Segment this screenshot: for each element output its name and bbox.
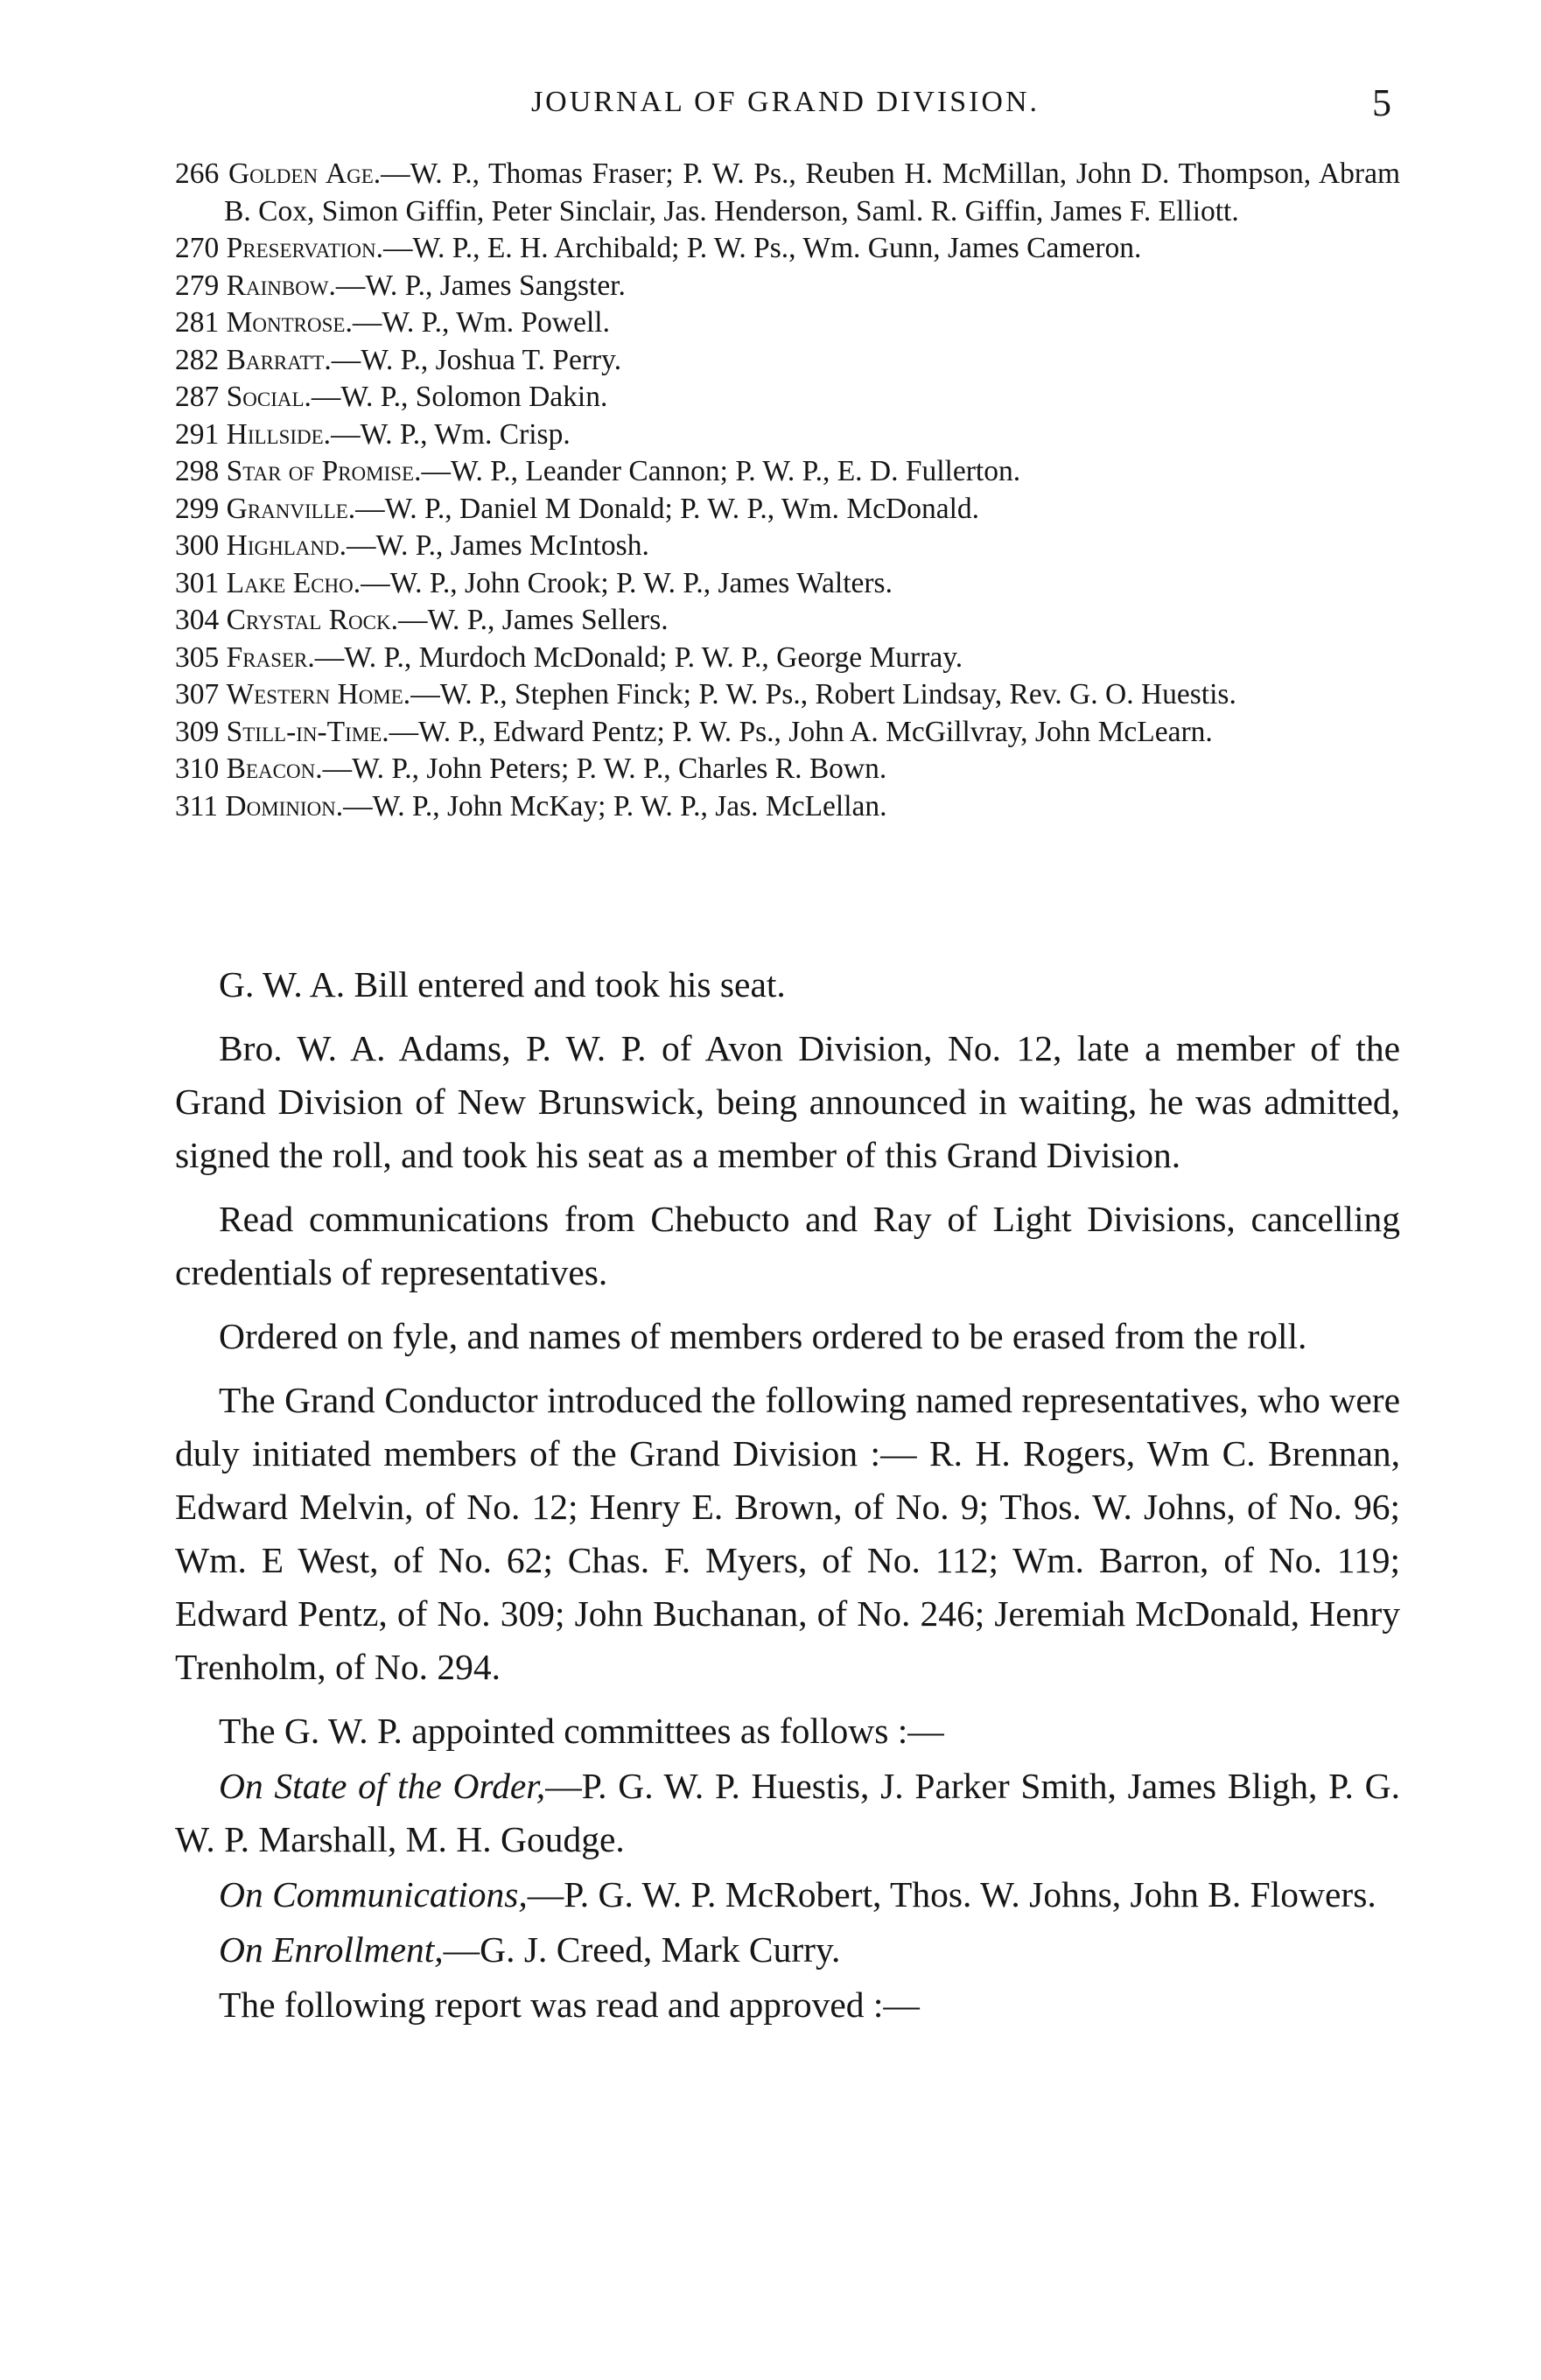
division-number: 300 [175,529,220,562]
division-name: Barratt. [226,343,332,376]
running-title: JOURNAL OF GRAND DIVISION. [530,86,1040,118]
division-number: 307 [175,678,220,710]
division-name: Preservation. [226,232,383,264]
paragraph-representatives: The Grand Conductor introduced the following named representatives, who were duly initiated members of the Grand Division :— R. H. Rogers, Wm C. Brennan, Edward Melvin, of No. 12; Henry E. Brown, of No. 9; Thos. W. Johns, of No. 96; Wm. E West, of No. 62; Chas. F. Myers, of No. 112; Wm. Barron, of No. 119; Edward Pentz, of No. 309; John Buchanan, of No. 246; Jeremiah McDonald, Henry Trenholm, of No. 294. [175,1380,1400,1687]
body-text [175,958,1400,2034]
paragraph-adams-admitted: Bro. W. A. Adams, P. W. P. of Avon Division, No. 12, late a member of the Grand Division of New Brunswick, being announced in waiting, he was admitted, signed the roll, and took his seat as a member of this Grand Division. [175,1028,1400,1175]
division-number: 291 [175,417,220,451]
division-officers: —W. P., Stephen Finck; P. W. Ps., Robert Lindsay, Rev. G. O. Huestis. [410,678,1236,710]
division-number: 309 [175,715,220,748]
division-number: 282 [175,343,220,376]
division-officers: —W. P., John Peters; P. W. P., Charles R. Bown. [322,752,887,785]
committee-title: On State of the Order, [219,1766,546,1806]
division-entry [175,230,1400,268]
division-name: Highland. [226,529,347,562]
committee-enrollment [175,1923,1400,1977]
division-officers: —W. P., Thomas Fraser; P. W. Ps., Reuben H. McMillan, John D. Thompson, Abram B. Cox, Simon Giffin, Peter Sinclair, Jas. Henderson, Saml. R. Giffin, James F. Elliott. [224,158,1401,228]
committee-title: On Enrollment, [219,1929,444,1970]
division-number: 311 [175,789,219,822]
division-officers: —W. P., E. H. Archibald; P. W. Ps., Wm. Gunn, James Cameron. [383,232,1142,264]
division-name: Lake Echo. [226,566,361,599]
division-name: Granville. [226,492,356,525]
division-number: 299 [175,492,220,525]
division-list [175,156,1400,825]
division-entry [175,453,1400,491]
division-number: 270 [175,232,220,264]
division-officers: —W. P., Wm. Crisp. [331,417,571,451]
division-entry [175,676,1400,714]
division-entry [175,268,1400,305]
division-number: 310 [175,752,220,785]
paragraph-ordered-on-fyle: Ordered on fyle, and names of members ordered to be erased from the roll. [219,1316,1307,1356]
division-officers: —W. P., James McIntosh. [346,529,649,562]
division-name: Still-in-Time. [226,715,389,748]
division-officers: —W. P., James Sangster. [335,269,626,302]
division-officers: —W. P., Solomon Dakin. [311,381,608,413]
page-number: 5 [1372,81,1391,124]
division-entry [175,602,1400,640]
division-name: Western Home. [226,678,411,710]
division-entry [175,640,1400,677]
division-officers: —W. P., John Crook; P. W. P., James Walters. [361,566,893,599]
division-officers: —W. P., James Sellers. [397,604,669,636]
division-entry [175,491,1400,528]
division-officers: —W. P., Leander Cannon; P. W. P., E. D. Fullerton. [421,455,1021,487]
division-entry [175,416,1400,454]
division-officers: —W. P., Wm. Powell. [352,306,610,339]
division-name: Dominion. [225,789,344,822]
division-entry [175,342,1400,380]
division-number: 298 [175,455,220,487]
division-officers: —W. P., Murdoch McDonald; P. W. P., George Murray. [314,640,963,674]
division-entry [175,304,1400,342]
division-number: 301 [175,566,220,599]
committee-title: On Communications, [219,1874,528,1914]
division-name: Crystal Rock. [226,604,398,636]
division-name: Fraser. [226,640,315,674]
running-head [179,80,1391,133]
committee-communications [175,1868,1400,1922]
paragraph-report-approved: The following report was read and approved :— [219,1984,920,2025]
division-entry [175,788,1400,826]
division-number: 266 [175,158,220,190]
division-officers: —W. P., John McKay; P. W. P., Jas. McLellan. [343,789,887,822]
division-name: Rainbow. [226,269,336,302]
division-number: 279 [175,269,220,302]
division-entry [175,156,1400,230]
paragraph-communications: Read communications from Chebucto and Ray of Light Divisions, cancelling credentials of representatives. [175,1199,1400,1292]
committee-members: —P. G. W. P. Huestis, J. Parker Smith, James Bligh, P. G. W. P. Marshall, M. H. Goudge. [175,1766,1400,1859]
division-name: Beacon. [226,752,323,785]
division-name: Hillside. [226,417,332,451]
division-entry [175,714,1400,752]
division-number: 281 [175,306,220,339]
paragraph-committees-intro: The G. W. P. appointed committees as follows :— [219,1711,944,1751]
division-name: Montrose. [226,306,353,339]
division-name: Golden Age. [228,158,382,190]
division-officers: —W. P., Daniel M Donald; P. W. P., Wm. McDonald. [355,492,980,525]
division-number: 287 [175,381,220,413]
committee-members: —P. G. W. P. McRobert, Thos. W. Johns, John B. Flowers. [527,1874,1376,1914]
division-number: 304 [175,604,220,636]
division-entry [175,528,1400,565]
division-entry [175,565,1400,603]
division-officers: —W. P., Joshua T. Perry. [331,343,622,376]
paragraph-bill-seated: G. W. A. Bill entered and took his seat. [219,964,786,1004]
division-name: Social. [226,381,312,413]
division-name: Star of Promise. [226,455,422,487]
division-entry [175,751,1400,788]
division-officers: —W. P., Edward Pentz; P. W. Ps., John A. McGillvray, John McLearn. [389,715,1213,748]
division-entry [175,379,1400,416]
committee-members: —G. J. Creed, Mark Curry. [443,1929,841,1970]
committee-state-of-order [175,1760,1400,1866]
division-number: 305 [175,640,220,674]
